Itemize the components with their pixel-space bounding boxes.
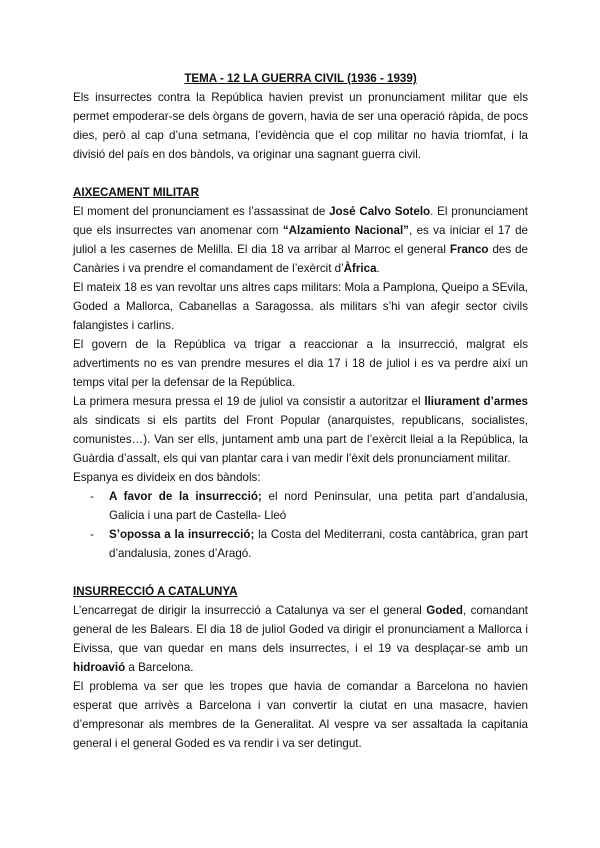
page-title: TEMA - 12 LA GUERRA CIVIL (1936 - 1939) — [184, 72, 417, 85]
bold-a-favor: A favor de la insurrecció; — [109, 490, 262, 503]
paragraph-problema: El problema va ser que les tropes que havia de comandar a Barcelona no havien esperat que arrivès a Barcelona i van convertir la ciutat en una masacre, havien d’empresonar als membres de la Generalitat. Al vespre va ser assaltada la capitania general i el general Goded es va rendir i va ser detingut. — [73, 680, 528, 750]
document-body — [73, 69, 528, 753]
paragraph-bandols: Espanya es divideix en dos bàndols: — [73, 471, 261, 484]
section-heading-catalunya: INSURRECCIÓ A CATALUNYA — [73, 585, 238, 598]
bold-s-opossa: S’opossa a la insurrecció; — [109, 528, 255, 541]
bold-goded: Goded — [426, 604, 463, 617]
bold-africa: Àfrica — [343, 262, 377, 275]
spacer — [73, 563, 528, 582]
bold-alzamiento: “Alzamiento Nacional” — [282, 224, 409, 237]
section-heading-aixecament: AIXECAMENT MILITAR — [73, 186, 200, 199]
paragraph-govern: El govern de la República va trigar a reaccionar a la insurrecció, malgrat els advertiments no es van prendre mesures el dia 17 i 18 de juliol i es va perdre així un temps vital per la defensar de la República. — [73, 338, 528, 389]
bold-hidroavio: hidroavió — [73, 661, 126, 674]
intro-paragraph: Els insurrectes contra la República havien previst un pronunciament militar que els permet empoderar-se dels òrgans de govern, havia de ser una operació ràpida, de pocs dies, però al cap d’una setmana, l’evidència que el cop militar no havia triomfat, i la divisió del país en dos bàndols, va originar una sagnant guerra civil. — [73, 91, 528, 161]
bold-lliurament-armes: lliurament d’armes — [424, 395, 529, 408]
bold-calvo-sotelo: José Calvo Sotelo — [329, 205, 431, 218]
list-item: - S’opossa a la insurrecció; la Costa del Mediterrani, costa cantàbrica, gran part d’andalusia, zones d’Aragó. — [90, 528, 528, 560]
paragraph-primera-mesura: La primera mesura pressa el 19 de juliol va consistir a autoritzar el lliurament d’armes als sindicats si els partits del Front Popular (anarquistes, republicans, socialistes, comunistes…). Van ser ells, juntament amb una part de l’exèrcit lleial a la República, la Guàrdia d’assalt, els qui van plantar cara i van medir l’èxit dels pronunciament militar. — [73, 395, 529, 465]
bold-franco: Franco — [449, 243, 489, 256]
sides-list — [73, 487, 528, 563]
list-item: - A favor de la insurrecció; el nord Peninsular, una petita part d’andalusia, Galicia i una part de Castella- Lleó — [90, 490, 528, 522]
paragraph-goded: L’encarregat de dirigir la insurrecció a Catalunya va ser el general Goded, comandant general de les Balears. El dia 18 de juliol Goded va dirigir el pronunciament a Mallorca i Eivissa, que van quedar en mans dels insurrectes, i el 19 va desplaçar-se amb un hidroavió a Barcelona. — [73, 604, 528, 674]
paragraph-caps-militars: El mateix 18 es van revoltar uns altres caps militars: Mola a Pamplona, Queipo a SEvila, Goded a Mallorca, Cabanellas a Saragossa. als militars s’hi van afegir sector civils falangistes i carlins. — [73, 281, 528, 332]
spacer — [73, 164, 528, 183]
paragraph-pronunciament: El moment del pronunciament es l’assassinat de José Calvo Sotelo. El pronunciament que els insurrectes van anomenar com “Alzamiento Nacional”, es va iniciar el 17 de juliol a les casernes de Melilla. El dia 18 va arribar al Marroc el general Franco des de Canàries i va prendre el comandament de l’exèrcit d’Àfrica. — [73, 205, 528, 275]
